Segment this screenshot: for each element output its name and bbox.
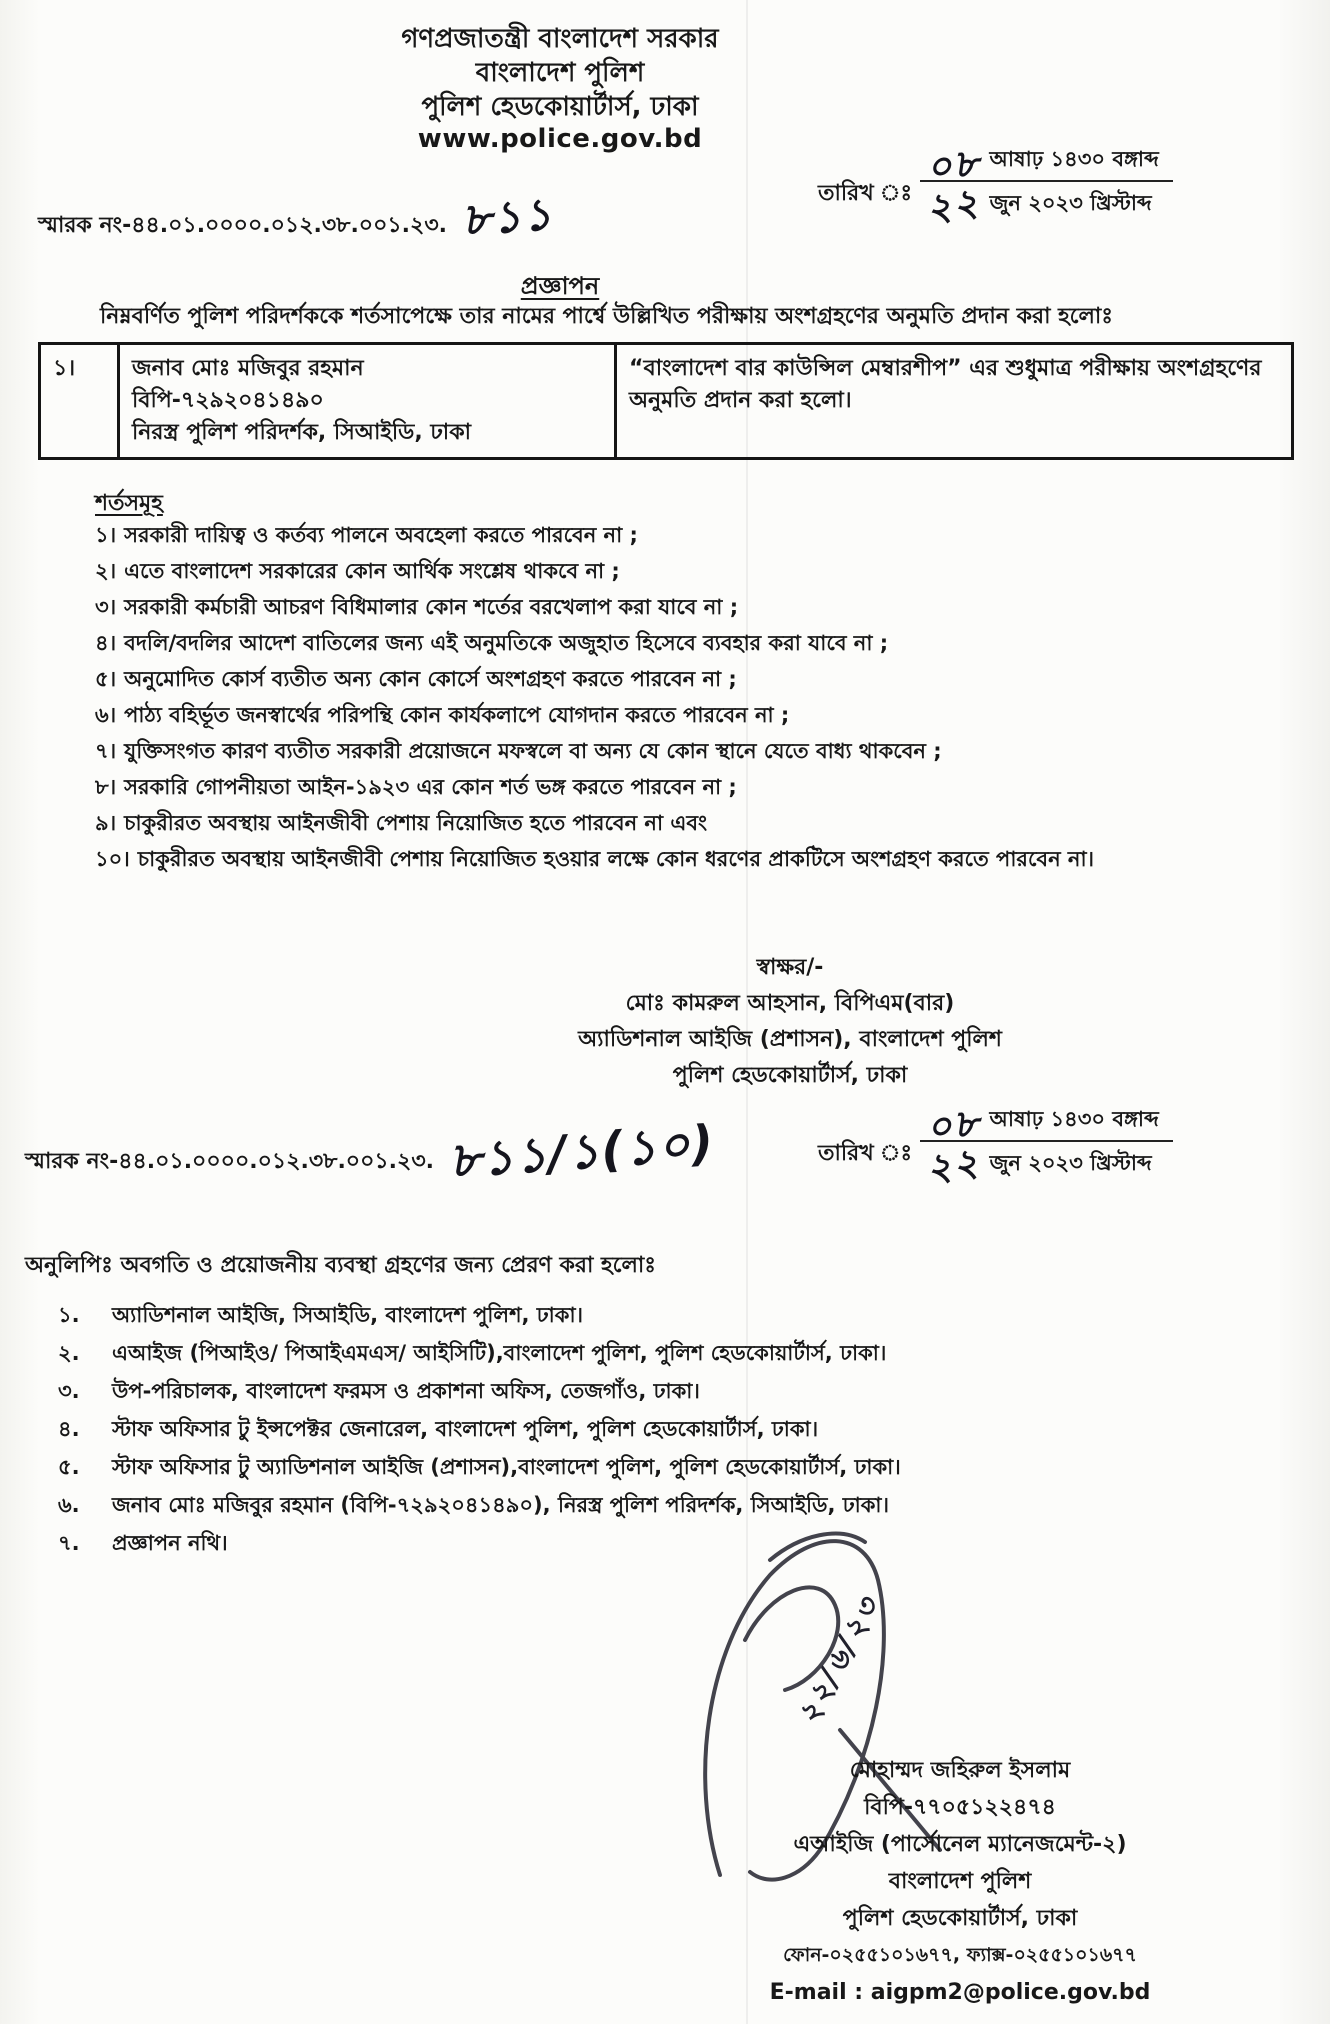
condition-item: ৬। পাঠ্য বহির্ভূত জনস্বার্থের পরিপন্থি কোন কার্যকলাপে যোগদান করতে পারবেন না ; — [95, 703, 790, 727]
gregorian-date-text-2: জুন ২০২৩ খ্রিস্টাব্দ — [989, 1151, 1152, 1175]
bangla-day-handwritten-2: ০৮ — [924, 1100, 983, 1150]
cc-item: ৫. স্টাফ অফিসার টু অ্যাডিশনাল আইজি (প্রশাসন),বাংলাদেশ পুলিশ, পুলিশ হেডকোয়ার্টার্স, ঢাকা। — [58, 1455, 901, 1479]
notification-title: প্রজ্ঞাপন — [520, 272, 600, 300]
officer-name: জনাব মোঃ মজিবুর রহমান — [132, 356, 364, 381]
memo-number-handwritten: ৮১১ — [460, 188, 556, 247]
memo-number-line-1 — [38, 188, 556, 247]
cc-item: ৭. প্রজ্ঞাপন নথি। — [58, 1531, 228, 1555]
cc-item: ৬. জনাব মোঃ মজিবুর রহমান (বিপি-৭২৯২০৪১৪৯০), নিরস্ত্র পুলিশ পরিদর্শক, সিআইডি, ঢাকা। — [58, 1493, 890, 1517]
serial-cell: ১। — [40, 344, 119, 459]
officer-bp-number: বিপি-৭২৯২০৪১৪৯০ — [132, 388, 324, 413]
gregorian-day-handwritten-2: ২২ — [923, 1139, 983, 1191]
memo-number-label: স্মারক নং-৪৪.০১.০০০০.০১২.৩৮.০০১.২৩. — [38, 213, 448, 238]
permission-table — [38, 342, 1294, 460]
cc-item: ৪. স্টাফ অফিসার টু ইন্সপেক্টর জেনারেল, বাংলাদেশ পুলিশ, পুলিশ হেডকোয়ার্টার্স, ঢাকা। — [58, 1417, 819, 1441]
condition-item: ৩। সরকারী কর্মচারী আচরণ বিধিমালার কোন শর্তের বরখেলাপ করা যাবে না ; — [95, 595, 739, 619]
officer-cell — [119, 344, 616, 459]
condition-item: ২। এতে বাংলাদেশ সরকারের কোন আর্থিক সংশ্লেষ থাকবে না ; — [95, 559, 620, 583]
condition-item: ১০। চাকুরীরত অবস্থায় আইনজীবী পেশায় নিয়োজিত হওয়ার লক্ষে কোন ধরণের প্রাকটিসে অংশগ্রহণ করতে পারবেন না। — [95, 847, 1095, 871]
condition-item: ১। সরকারী দায়িত্ব ও কর্তব্য পালনে অবহেলা করতে পারবেন না ; — [95, 523, 638, 547]
website-url: www.police.gov.bd — [417, 124, 703, 154]
permission-text: “বাংলাদেশ বার কাউন্সিল মেম্বারশীপ” এর শুধুমাত্র পরীক্ষায় অংশগ্রহণের অনুমতি প্রদান করা হলো। — [629, 356, 1262, 413]
condition-item: ৮। সরকারি গোপনীয়তা আইন-১৯২৩ এর কোন শর্ত ভঙ্গ করতে পারবেন না ; — [95, 775, 737, 799]
bangla-day-handwritten-1: ০৮ — [924, 140, 983, 190]
signatory2-office: পুলিশ হেডকোয়ার্টার্স, ঢাকা — [842, 1906, 1078, 1931]
gregorian-date-text-1: জুন ২০২৩ খ্রিস্টাব্দ — [989, 191, 1152, 215]
signatory2-bp-number: বিপি-৭৭০৫১২২৪৭৪ — [864, 1795, 1056, 1820]
condition-item: ৭। যুক্তিসংগত কারণ ব্যতীত সরকারী প্রয়োজনে মফস্বলে বা অন্য যে কোন স্থানে যেতে বাধ্য থাকবেন ; — [95, 739, 942, 763]
signatory-block-1 — [500, 950, 1080, 1094]
signatory2-phone-fax: ফোন-০২৫৫১০১৬৭৭, ফ্যাক্স-০২৫৫১০১৬৭৭ — [783, 1944, 1137, 1966]
cc-item: ২. এআইজ (পিআইও/ পিআইএমএস/ আইসিটি),বাংলাদেশ পুলিশ, পুলিশ হেডকোয়ার্টার্স, ঢাকা। — [58, 1341, 887, 1365]
date-label-1: তারিখ ঃ — [818, 180, 913, 206]
cc-list — [58, 1302, 1298, 1568]
gregorian-day-handwritten-1: ২২ — [923, 179, 983, 231]
cc-heading: অনুলিপিঃ অবগতি ও প্রয়োজনীয় ব্যবস্থা গ্রহণের জন্য প্রেরণ করা হলোঃ — [25, 1253, 656, 1278]
cc-item: ১. অ্যাডিশনাল আইজি, সিআইডি, বাংলাদেশ পুলিশ, ঢাকা। — [58, 1303, 584, 1327]
signatory2-name: মোহাম্মদ জহিরুল ইসলাম — [849, 1758, 1071, 1783]
permission-cell — [616, 344, 1293, 459]
signatory2-org: বাংলাদেশ পুলিশ — [888, 1869, 1032, 1894]
date-label-2: তারিখ ঃ — [818, 1140, 913, 1166]
letterhead — [0, 22, 1120, 154]
signatory1-office: পুলিশ হেডকোয়ার্টার্স, ঢাকা — [672, 1063, 908, 1088]
signed-label: স্বাক্ষর/- — [756, 955, 824, 980]
signatory-block-2 — [680, 1752, 1240, 2011]
cc-item: ৩. উপ-পরিচালক, বাংলাদেশ ফরমস ও প্রকাশনা অফিস, তেজগাঁও, ঢাকা। — [58, 1379, 700, 1403]
table-row — [40, 344, 1293, 459]
conditions-list — [95, 522, 1295, 882]
signatory2-email: E-mail : aigpm2@police.gov.bd — [769, 1980, 1151, 2005]
bangla-date-text-2: আষাঢ় ১৪৩০ বঙ্গাব্দ — [989, 1107, 1159, 1131]
date-block-1 — [818, 140, 1173, 231]
bangla-date-text-1: আষাঢ় ১৪৩০ বঙ্গাব্দ — [989, 147, 1159, 171]
condition-item: ৪। বদলি/বদলির আদেশ বাতিলের জন্য এই অনুমতিকে অজুহাত হিসেবে ব্যবহার করা যাবে না ; — [95, 631, 889, 655]
signatory2-designation: এআইজি (পার্সোনেল ম্যানেজমেন্ট-২) — [793, 1832, 1127, 1857]
office-name: পুলিশ হেডকোয়ার্টার্স, ঢাকা — [421, 92, 699, 122]
conditions-title: শর্তসমূহ — [95, 491, 163, 516]
signatory1-name: মোঃ কামরুল আহসান, বিপিএম(বার) — [625, 991, 955, 1016]
date-block-2 — [818, 1100, 1173, 1191]
org-name: বাংলাদেশ পুলিশ — [475, 58, 645, 88]
officer-designation: নিরস্ত্র পুলিশ পরিদর্শক, সিআইডি, ঢাকা — [132, 420, 471, 445]
date-fraction-1 — [920, 140, 1173, 231]
memo-number-label-2: স্মারক নং-৪৪.০১.০০০০.০১২.৩৮.০০১.২৩. — [25, 1149, 435, 1174]
notification-intro: নিম্নবর্ণিত পুলিশ পরিদর্শককে শর্তসাপেক্ষে তার নামের পার্শ্বে উল্লিখিত পরীক্ষায় অংশগ্রহণের অনুমতি প্রদান করা হলোঃ — [100, 304, 1114, 329]
signature-handwritten-date: ২২/৬/২৩ — [790, 1589, 888, 1731]
date-fraction-2 — [920, 1100, 1173, 1191]
signatory1-designation: অ্যাডিশনাল আইজি (প্রশাসন), বাংলাদেশ পুলিশ — [578, 1027, 1002, 1052]
government-name: গণপ্রজাতন্ত্রী বাংলাদেশ সরকার — [401, 24, 719, 54]
memo-number-line-2 — [25, 1114, 718, 1190]
condition-item: ৫। অনুমোদিত কোর্স ব্যতীত অন্য কোন কোর্সে অংশগ্রহণ করতে পারবেন না ; — [95, 667, 737, 691]
memo-number-handwritten-2: ৮১১/১(১০) — [447, 1114, 718, 1190]
condition-item: ৯। চাকুরীরত অবস্থায় আইনজীবী পেশায় নিয়োজিত হতে পারবেন না এবং — [95, 811, 708, 835]
